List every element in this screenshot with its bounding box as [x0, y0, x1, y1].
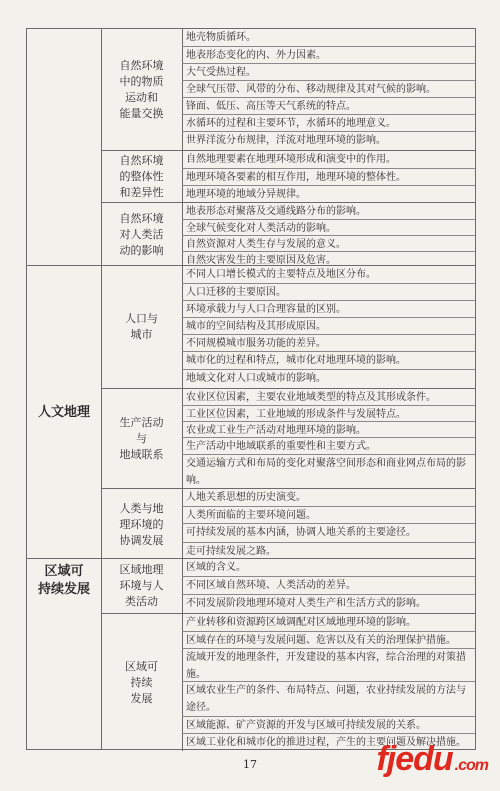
section-regional	[27, 558, 475, 750]
subsection-label: 区域可 持续 发展	[101, 614, 183, 751]
table-row: 地表形态对聚落及交通线路分布的影响。	[186, 206, 366, 217]
table-row: 地表形态变化的内、外力因素。	[182, 46, 475, 63]
rows	[182, 614, 475, 751]
table-row: 人类所面临的主要环境问题。	[182, 506, 475, 523]
table-row: 地域文化对人口或城市的影响。	[182, 369, 475, 388]
section-label	[27, 29, 102, 265]
table-row: 走可持续发展之路。	[182, 542, 475, 560]
table-row: 全球气候变化对人类活动的影响。	[182, 219, 475, 235]
table-row: 大气受热过程。	[182, 63, 475, 80]
subsection-label: 生产活动 与 地域联系	[101, 389, 183, 489]
table-row: 区域的含义。	[186, 562, 246, 573]
page-number: 17	[243, 758, 257, 771]
table-row: 地壳物质循环。	[186, 32, 256, 43]
table-row: 不同规模城市服务功能的差异。	[182, 334, 475, 351]
table-row: 区域农业生产的条件、布局特点、问题，农业持续发展的方法与途径。	[182, 681, 475, 716]
table-row: 自然灾害发生的主要原因及危害。	[182, 251, 475, 266]
subsection	[101, 266, 475, 388]
subsection-label: 区域地理 环境与人 类活动	[101, 559, 183, 613]
rows	[182, 389, 475, 489]
curriculum-table	[26, 28, 476, 750]
table-row: 区域存在的环境与发展问题、危害以及有关的治理保护措施。	[182, 631, 475, 648]
section-label: 人文地理	[27, 266, 102, 559]
subsection	[101, 150, 475, 203]
table-row: 人口迁移的主要原因。	[182, 283, 475, 300]
subsection	[101, 202, 475, 266]
rows	[182, 203, 475, 266]
watermark-logo	[376, 740, 488, 779]
table-row: 区域工业化和城市化的推进过程，产生的主要问题及解决措施。	[182, 733, 475, 751]
section-human	[27, 265, 475, 559]
table-row: 地理环境的地域分异规律。	[182, 185, 475, 203]
table-row: 自然资源对人类生存与发展的意义。	[182, 235, 475, 251]
subsection	[101, 488, 475, 560]
subsection	[101, 29, 475, 150]
table-row: 不同人口增长模式的主要特点及地区分布。	[186, 269, 376, 280]
table-row: 水循环的过程和主要环节，水循环的地理意义。	[182, 114, 475, 131]
rows	[182, 266, 475, 388]
table-row: 农业或工业生产活动对地理环境的影响。	[182, 421, 475, 437]
table-row: 流域开发的地理条件，开发建设的基本内容，综合治理的对策措施。	[182, 648, 475, 681]
rows	[182, 489, 475, 560]
subsection-label: 自然环境 的整体性 和差异性	[101, 151, 183, 203]
section-physical	[27, 29, 475, 265]
table-row: 锋面、低压、高压等天气系统的特点。	[182, 97, 475, 114]
subsection-label: 自然环境 中的物质 运动和 能量交换	[101, 29, 183, 150]
rows	[182, 559, 475, 613]
table-row: 全球气压带、风带的分布、移动规律及其对气候的影响。	[182, 80, 475, 97]
table-row: 产业转移和资源跨区域调配对区域地理环境的影响。	[186, 617, 416, 628]
table-row: 城市的空间结构及其形成原因。	[182, 317, 475, 334]
table-row: 环境承载力与人口合理容量的区别。	[182, 300, 475, 317]
subsection	[101, 559, 475, 613]
subsection-label: 人口与 城市	[101, 266, 183, 388]
table-row: 不同区域自然环境、人类活动的差异。	[182, 576, 475, 594]
table-row: 人地关系思想的历史演变。	[186, 492, 306, 503]
table-row: 农业区位因素，主要农业地域类型的特点及其形成条件。	[186, 392, 436, 403]
section-label: 区域可 持续发展	[27, 559, 102, 750]
rows	[182, 29, 475, 150]
table-row: 生产活动中地域联系的重要性和主要方式。	[182, 437, 475, 454]
rows	[182, 151, 475, 203]
table-row: 不同发展阶段地理环境对人类生产和生活方式的影响。	[182, 594, 475, 613]
subsection	[101, 388, 475, 489]
table-row: 交通运输方式和布局的变化对聚落空间形态和商业网点布局的影响。	[182, 454, 475, 489]
table-row: 世界洋流分布规律，洋流对地理环境的影响。	[182, 131, 475, 150]
table-row: 地理环境各要素的相互作用，地理环境的整体性。	[182, 168, 475, 185]
table-row: 工业区位因素，工业地域的形成条件与发展特点。	[182, 405, 475, 421]
watermark-suffix: .com	[454, 757, 488, 774]
subsection-label: 自然环境 对人类活 动的影响	[101, 203, 183, 266]
subsection	[101, 613, 475, 751]
table-row: 城市化的过程和特点，城市化对地理环境的影响。	[182, 351, 475, 369]
table-row: 可持续发展的基本内涵，协调人地关系的主要途径。	[182, 523, 475, 542]
table-row: 自然地理要素在地理环境形成和演变中的作用。	[186, 154, 396, 165]
watermark-main: fjedu	[376, 740, 453, 778]
subsection-label: 人类与地 理环境的 协调发展	[101, 489, 183, 560]
table-row: 区域能源、矿产资源的开发与区域可持续发展的关系。	[182, 716, 475, 733]
